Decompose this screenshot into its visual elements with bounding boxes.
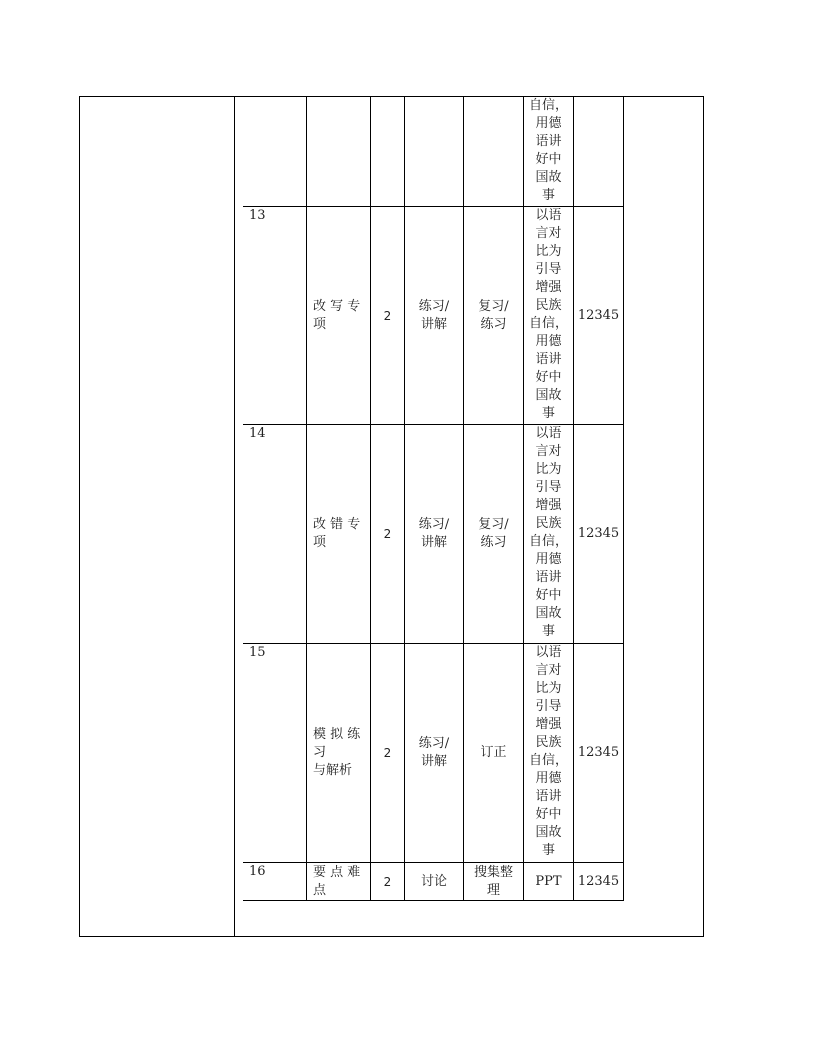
goal-line: 好中 <box>535 588 562 603</box>
goal-line: 语讲 <box>535 352 562 367</box>
goal-line: 语讲 <box>535 134 562 149</box>
method-cell <box>405 207 463 424</box>
goal-line: 事 <box>541 188 555 203</box>
goal-cell-continued <box>524 97 573 205</box>
column-divider <box>306 96 307 901</box>
content-cell <box>313 207 369 424</box>
goal-line: 用德 <box>535 116 562 131</box>
goal-line: 增强 <box>535 280 562 295</box>
homework-cell <box>464 644 523 862</box>
hours-cell: 2 <box>383 527 392 541</box>
goal-line: 语讲 <box>535 789 562 804</box>
goal-line: 言对 <box>535 444 562 459</box>
method-line: 讨论 <box>420 873 447 889</box>
content-line: 点 <box>313 882 327 898</box>
content-line: 与解析 <box>313 763 353 778</box>
row-number: 14 <box>249 426 266 441</box>
code-cell: 12345 <box>577 873 620 889</box>
method-line: 讲解 <box>420 535 447 550</box>
content-line: 项 <box>313 316 327 332</box>
outer-right-border <box>703 96 704 937</box>
column-divider <box>623 96 624 901</box>
hours-cell: 2 <box>383 308 392 323</box>
code-cell: 12345 <box>577 745 620 760</box>
method-line: 练习/ <box>418 736 450 751</box>
goal-line: 事 <box>541 624 555 639</box>
method-line: 练习/ <box>418 517 450 532</box>
content-line: 习 <box>313 745 327 760</box>
goal-line: 引导 <box>535 699 562 714</box>
homework-line: 复习/ <box>478 298 509 314</box>
hours-cell: 2 <box>383 746 392 760</box>
goal-line: 自信， <box>528 753 568 768</box>
content-line: 模 拟 练 <box>313 727 361 742</box>
goal-line: 国故 <box>535 825 562 840</box>
goal-line: 以语 <box>535 645 562 660</box>
method-line: 练习/ <box>418 298 450 314</box>
goal-line: 引导 <box>535 480 562 495</box>
row-number: 13 <box>249 208 266 223</box>
goal-line: 言对 <box>535 226 562 241</box>
goal-cell <box>524 207 573 423</box>
goal-line: 民族 <box>535 735 562 750</box>
content-cell <box>313 425 369 643</box>
homework-line: 理 <box>486 882 500 898</box>
goal-line: 比为 <box>535 244 562 259</box>
code-cell: 12345 <box>577 526 620 541</box>
row-number: 15 <box>249 645 266 660</box>
hours-cell: 2 <box>383 874 392 889</box>
content-line: 改 错 专 <box>313 517 361 532</box>
goal-line: 自信， <box>528 534 568 549</box>
goal-line: 比为 <box>535 681 562 696</box>
goal-cell <box>524 425 573 641</box>
goal-line: PPT <box>535 873 562 889</box>
row-number: 16 <box>249 864 266 879</box>
goal-line: 比为 <box>535 462 562 477</box>
outer-left-border <box>79 96 80 937</box>
goal-line: 民族 <box>535 298 562 313</box>
goal-line: 用德 <box>535 334 562 349</box>
goal-line: 好中 <box>535 152 562 167</box>
goal-line: 自信， <box>528 316 568 331</box>
method-cell <box>405 863 463 900</box>
outer-bottom-border <box>79 936 704 937</box>
homework-line: 搜集整 <box>473 864 513 880</box>
left-column-divider <box>234 96 235 937</box>
method-cell <box>405 644 463 862</box>
goal-line: 国故 <box>535 388 562 403</box>
goal-line: 增强 <box>535 717 562 732</box>
goal-line: 国故 <box>535 170 562 185</box>
content-line: 改 写 专 <box>313 298 361 314</box>
homework-line: 练习 <box>480 535 507 550</box>
content-cell <box>313 863 369 900</box>
goal-line: 言对 <box>535 663 562 678</box>
goal-cell <box>524 644 573 860</box>
goal-line: 民族 <box>535 516 562 531</box>
goal-line: 语讲 <box>535 570 562 585</box>
goal-line: 好中 <box>535 807 562 822</box>
outer-top-border <box>79 96 704 97</box>
goal-line: 以语 <box>535 426 562 441</box>
goal-line: 好中 <box>535 370 562 385</box>
homework-cell <box>464 425 523 643</box>
content-line: 要 点 难 <box>313 864 361 880</box>
goal-line: 用德 <box>535 771 562 786</box>
goal-line: 国故 <box>535 606 562 621</box>
method-cell <box>405 425 463 643</box>
goal-line: 事 <box>541 406 555 421</box>
goal-cell <box>524 863 573 900</box>
goal-line: 以语 <box>535 208 562 223</box>
goal-line: 自信， <box>528 98 568 113</box>
code-cell: 12345 <box>577 307 620 323</box>
content-line: 项 <box>313 535 327 550</box>
homework-line: 练习 <box>480 316 507 332</box>
content-cell <box>313 644 369 862</box>
homework-cell <box>464 207 523 424</box>
goal-line: 事 <box>541 843 555 858</box>
method-line: 讲解 <box>420 754 447 769</box>
goal-line: 引导 <box>535 262 562 277</box>
method-line: 讲解 <box>420 316 447 332</box>
homework-cell <box>464 863 523 900</box>
goal-line: 用德 <box>535 552 562 567</box>
homework-line: 订正 <box>480 745 507 760</box>
homework-line: 复习/ <box>478 517 509 532</box>
row-divider <box>243 900 624 901</box>
goal-line: 增强 <box>535 498 562 513</box>
